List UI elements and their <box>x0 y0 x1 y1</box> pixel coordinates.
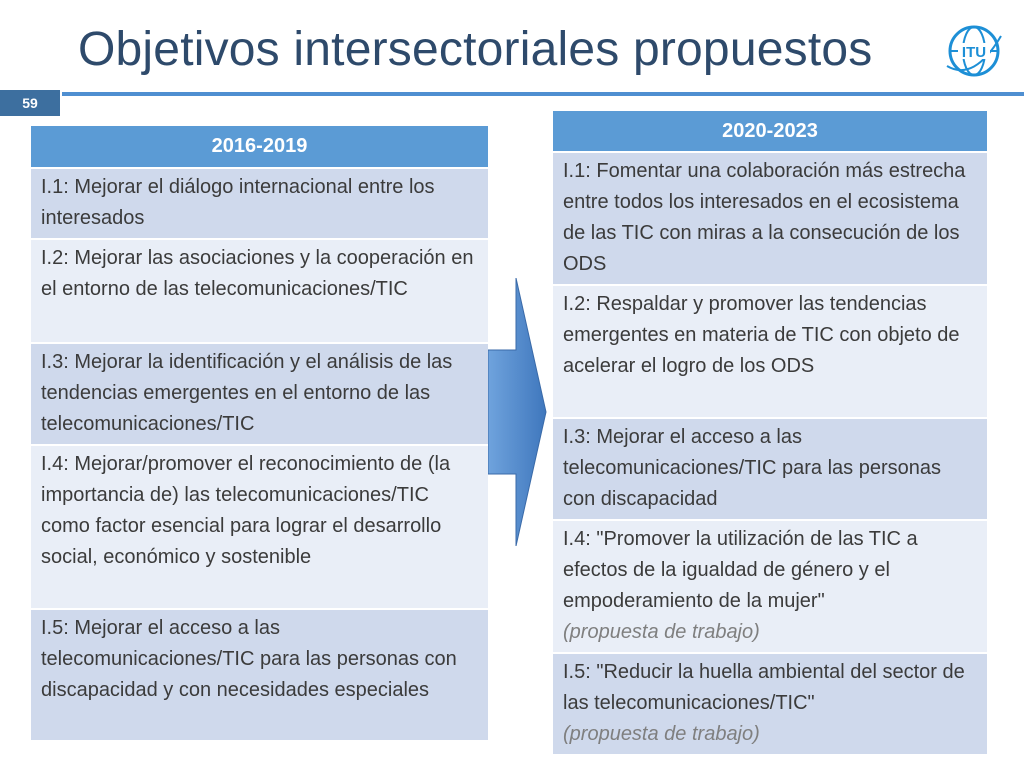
slide-number: 59 <box>0 90 60 116</box>
row-note: (propuesta de trabajo) <box>563 621 760 643</box>
table-row <box>31 344 488 446</box>
table-row <box>553 521 987 654</box>
table-row <box>31 610 488 742</box>
row-text: I.2: Mejorar las asociaciones y la cooperación en el entorno de las telecomunicaciones/TIC <box>41 247 474 300</box>
table-row <box>553 286 987 419</box>
table-header: 2016-2019 <box>31 126 488 169</box>
table-row <box>553 153 987 286</box>
logo-text: ITU <box>961 44 987 61</box>
row-text: I.4: "Promover la utilización de las TIC a efectos de la igualdad de género y el empoderamiento de la mujer" <box>563 528 918 612</box>
title-divider <box>62 92 1024 96</box>
table-row <box>553 419 987 521</box>
table-row <box>31 240 488 344</box>
row-text: I.2: Respaldar y promover las tendencias emergentes en materia de TIC con objeto de acelerar el logro de los ODS <box>563 293 960 377</box>
row-text: I.1: Fomentar una colaboración más estrecha entre todos los interesados en el ecosistema de las TIC con miras a la consecución de los ODS <box>563 160 966 275</box>
row-text: I.3: Mejorar la identificación y el análisis de las tendencias emergentes en el entorno de las telecomunicaciones/TIC <box>41 351 453 435</box>
row-text: I.5: Mejorar el acceso a las telecomunicaciones/TIC para las personas con discapacidad y con necesidades especiales <box>41 617 457 701</box>
table-row <box>31 446 488 610</box>
table-2020-2023 <box>553 111 987 756</box>
table-2016-2019 <box>31 126 488 742</box>
table-header: 2020-2023 <box>553 111 987 153</box>
table-row <box>553 654 987 756</box>
row-text: I.1: Mejorar el diálogo internacional entre los interesados <box>41 176 435 229</box>
itu-logo <box>945 22 1003 80</box>
row-text: I.3: Mejorar el acceso a las telecomunicaciones/TIC para las personas con discapacidad <box>563 426 941 510</box>
right-arrow-icon <box>488 278 548 546</box>
row-text: I.5: "Reducir la huella ambiental del sector de las telecomunicaciones/TIC" <box>563 661 965 714</box>
row-note: (propuesta de trabajo) <box>563 723 760 745</box>
row-text: I.4: Mejorar/promover el reconocimiento de (la importancia de) las telecomunicaciones/TIC como factor esencial para lograr el desarrollo social, económico y sostenible <box>41 453 451 568</box>
table-row <box>31 169 488 240</box>
page-title: Objetivos intersectoriales propuestos <box>78 23 873 76</box>
